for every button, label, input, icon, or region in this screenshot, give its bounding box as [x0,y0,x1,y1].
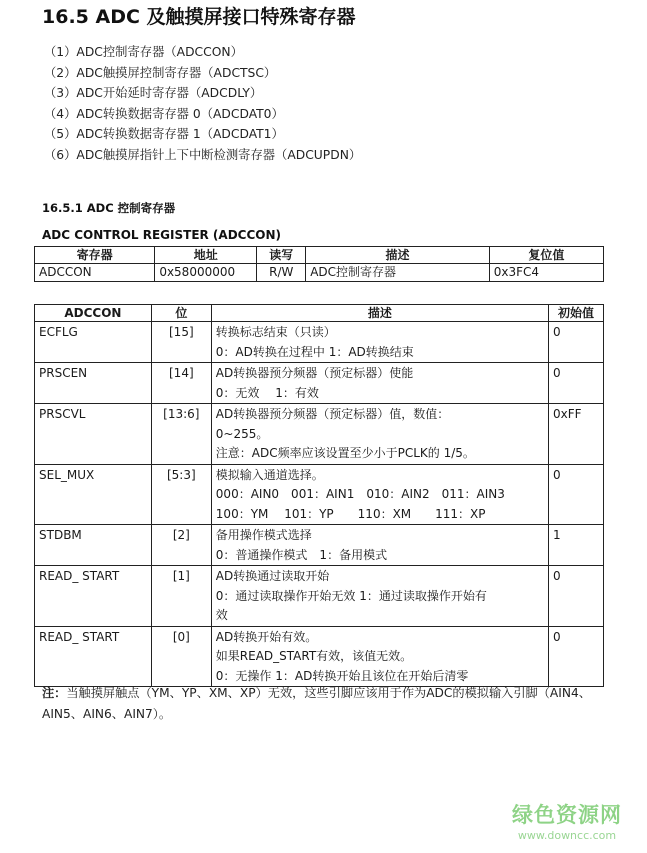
field-bits: [15] [151,322,211,363]
table-row [35,264,604,282]
field-initial-value: 0 [549,566,604,627]
description-line: 000：AIN0 001：AIN1 010：AIN2 011：AIN3 [215,487,505,501]
description-line: 备用操作模式选择 [215,528,312,542]
description-line: 0：无操作 1：AD转换开始且该位在开始后清零 [215,668,469,683]
field-bits: [5:3] [151,464,211,525]
field-name: STDBM [35,525,152,566]
bit-field-table [34,304,604,687]
description-line: 转换标志结束（只读） [215,325,336,339]
description-line: AD转换通过读取开始 [215,569,330,583]
table-row [35,626,604,687]
table-row [35,525,604,566]
description-line: 0~255。 [215,426,269,441]
register-list-item: （3）ADC开始延时寄存器（ADCDLY） [44,86,263,101]
description-line: 0：AD转换在过程中 1：AD转换结束 [215,344,414,359]
header-bits: 位 [151,305,211,322]
table-header-row [35,247,604,264]
register-caption: ADC CONTROL REGISTER (ADCCON) [42,228,282,242]
field-name: PRSCEN [35,363,152,404]
field-initial-value: 0 [549,626,604,687]
field-initial-value: 1 [549,525,604,566]
section-heading: 16.5.1 ADC 控制寄存器 [42,201,176,215]
register-list-item: （5）ADC转换数据寄存器 1（ADCDAT1） [44,127,284,142]
table-row [35,566,604,627]
description-line: 0：通过读取操作开始无效 1：通过读取操作开始有 [215,588,487,603]
description-line: AD转换器预分频器（预定标器）值，数值： [215,407,450,421]
description-line: 模拟输入通道选择。 [215,467,324,482]
description-line: 如果READ_START有效，该值无效。 [215,649,413,663]
watermark-url: www.downcc.com [517,829,617,842]
description-line: 注意：ADC频率应该设置至少小于PCLK的 1/5。 [215,446,475,460]
description-line: 0：普通操作模式 1：备用模式 [215,547,388,562]
register-list-item: （2）ADC触摸屏控制寄存器（ADCTSC） [44,65,277,80]
field-description [211,566,548,627]
cell-register: ADCCON [35,264,155,282]
header-field: ADCCON [35,305,152,322]
field-initial-value: 0 [549,322,604,363]
field-initial-value: 0 [549,464,604,525]
description-line: 0：无效 1：有效 [215,385,319,400]
field-description [211,404,548,465]
footnote-label: 注： [42,686,67,700]
register-list-item: （6）ADC触摸屏指针上下中断检测寄存器（ADCUPDN） [44,147,362,162]
header-description: 描述 [211,305,548,322]
footnote [42,683,602,725]
field-description [211,626,548,687]
field-name: READ_ START [35,566,152,627]
table-row [35,363,604,404]
page-title: 16.5 ADC 及触摸屏接口特殊寄存器 [42,6,356,28]
register-summary-table [34,246,604,282]
table-row [35,404,604,465]
field-description [211,322,548,363]
header-initial-value: 初始值 [549,305,604,322]
field-name: READ_ START [35,626,152,687]
field-name: ECFLG [35,322,152,363]
field-description [211,464,548,525]
register-list-item: （4）ADC转换数据寄存器 0（ADCDAT0） [44,106,284,121]
table-header-row [35,305,604,322]
field-description [211,525,548,566]
register-list [44,42,361,166]
description-line: AD转换器预分频器（预定标器）使能 [215,366,414,380]
field-bits: [0] [151,626,211,687]
table-row [35,464,604,525]
field-name: PRSCVL [35,404,152,465]
field-initial-value: 0xFF [549,404,604,465]
description-line: 100：YM 101：YP 110：XM 111：XP [215,506,486,521]
header-address: 地址 [155,247,257,264]
field-bits: [1] [151,566,211,627]
field-name: SEL_MUX [35,464,152,525]
header-description: 描述 [306,247,490,264]
cell-description: ADC控制寄存器 [306,264,490,282]
field-bits: [13:6] [151,404,211,465]
cell-address: 0x58000000 [155,264,257,282]
header-register: 寄存器 [35,247,155,264]
field-bits: [14] [151,363,211,404]
description-line: AD转换开始有效。 [215,629,318,644]
table-row [35,322,604,363]
description-line: 效 [215,608,228,622]
cell-rw: R/W [257,264,306,282]
cell-reset-value: 0x3FC4 [489,264,603,282]
field-initial-value: 0 [549,363,604,404]
field-description [211,363,548,404]
register-list-item: （1）ADC控制寄存器（ADCCON） [44,45,243,59]
header-rw: 读写 [257,247,306,264]
watermark-logo-text: 绿色资源网 [512,803,622,827]
header-reset-value: 复位值 [489,247,603,264]
watermark [512,799,622,842]
footnote-text: 当触摸屏触点（YM、YP、XM、XP）无效，这些引脚应该用于作为ADC的模拟输入引脚（AIN4、AIN5、AIN6、AIN7）。 [42,686,591,721]
field-bits: [2] [151,525,211,566]
